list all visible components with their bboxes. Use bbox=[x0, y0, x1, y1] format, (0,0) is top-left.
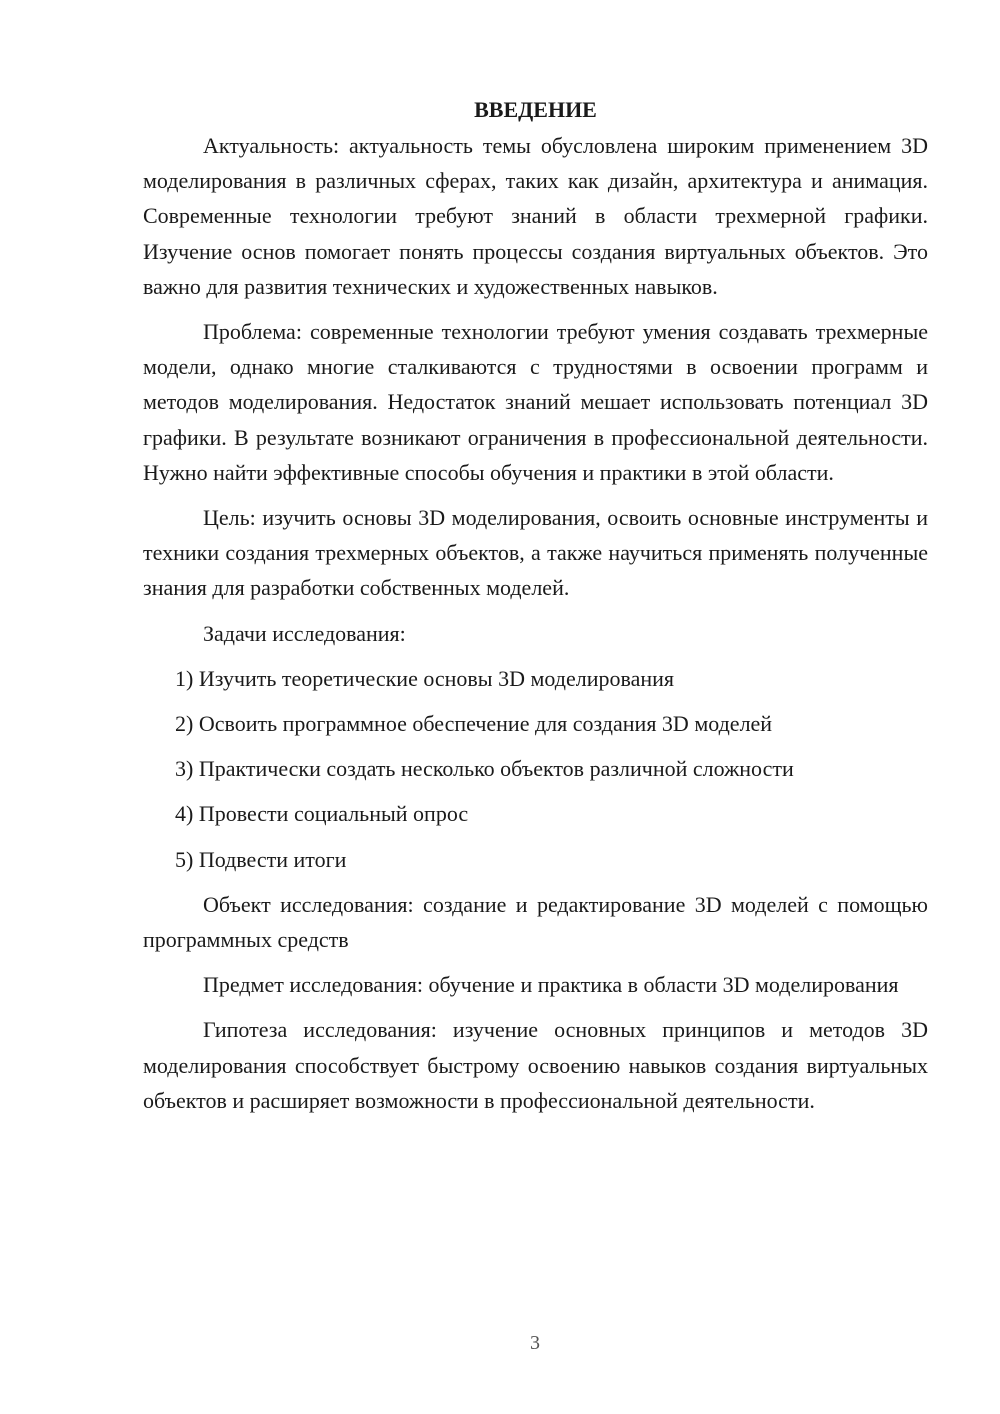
task-item: 4) Провести социальный опрос bbox=[175, 801, 469, 827]
task-item: 5) Подвести итоги bbox=[175, 846, 347, 872]
task-item: 2) Освоить программное обеспечение для создания 3D моделей bbox=[175, 711, 773, 737]
subject-paragraph: Предмет исследования: обучение и практика в области 3D моделирования bbox=[203, 972, 899, 998]
hypothesis-paragraph: Гипотеза исследования: изучение основных принципов и методов 3D моделирования способствует быстрому освоению навыков создания виртуальных объектов и расширяет возможности в профессиональной деятельности. bbox=[143, 1017, 928, 1113]
page-number: 3 bbox=[530, 1332, 540, 1354]
object-paragraph: Объект исследования: создание и редактирование 3D моделей с помощью программных средств bbox=[143, 891, 928, 953]
relevance-paragraph: Актуальность: актуальность темы обусловлена широким применением 3D моделирования в различных сферах, таких как дизайн, архитектура и анимация. Современные технологии требуют знаний в области трехмерной графики. Изучение основ помогает понять процессы создания виртуальных объектов. Это важно для развития технических и художественных навыков. bbox=[143, 133, 928, 299]
task-item: 1) Изучить теоретические основы 3D моделирования bbox=[175, 665, 674, 691]
section-title: ВВЕДЕНИЕ bbox=[474, 97, 597, 122]
tasks-list bbox=[143, 661, 928, 877]
task-item: 3) Практически создать несколько объектов различной сложности bbox=[175, 756, 794, 782]
tasks-heading: Задачи исследования: bbox=[203, 620, 406, 646]
goal-paragraph: Цель: изучить основы 3D моделирования, освоить основные инструменты и техники создания трехмерных объектов, а также научиться применять полученные знания для разработки собственных моделей. bbox=[143, 505, 928, 601]
document-page bbox=[143, 92, 928, 1128]
problem-paragraph: Проблема: современные технологии требуют умения создавать трехмерные модели, однако многие сталкиваются с трудностями в освоении программ и методов моделирования. Недостаток знаний мешает использовать потенциал 3D графики. В результате возникают ограничения в профессиональной деятельности. Нужно найти эффективные способы обучения и практики в этой области. bbox=[143, 319, 928, 485]
